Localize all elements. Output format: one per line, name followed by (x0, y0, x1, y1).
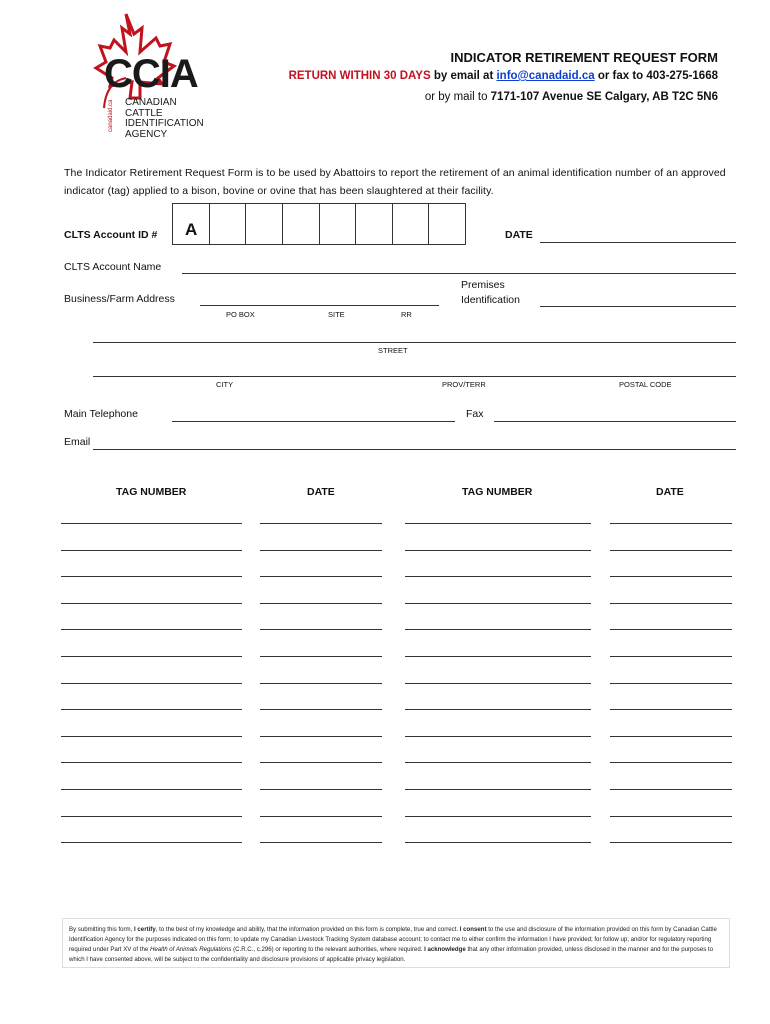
prov-caption: PROV/TERR (442, 380, 486, 389)
col-header-tag-number: TAG NUMBER (116, 486, 187, 498)
date-field[interactable] (610, 603, 732, 604)
tag-number-field[interactable] (61, 550, 242, 551)
main-telephone-label: Main Telephone (64, 408, 138, 420)
date-field[interactable] (610, 816, 732, 817)
tag-number-field[interactable] (405, 842, 591, 843)
date-field[interactable] (540, 242, 736, 243)
id-cell[interactable] (393, 204, 430, 244)
clts-account-name-label: CLTS Account Name (64, 261, 162, 273)
fax-field[interactable] (494, 421, 736, 422)
clts-account-id-field[interactable] (172, 203, 466, 245)
tag-number-field[interactable] (405, 656, 591, 657)
premises-id-label: Premises Identification (461, 279, 520, 306)
date-field[interactable] (260, 683, 382, 684)
tag-number-field[interactable] (61, 603, 242, 604)
date-field[interactable] (610, 683, 732, 684)
date-field[interactable] (260, 842, 382, 843)
date-field[interactable] (260, 523, 382, 524)
return-instructions: RETURN WITHIN 30 DAYS by email at info@canadaid.ca or fax to 403-275-1668 (288, 70, 718, 82)
date-field[interactable] (610, 789, 732, 790)
business-address-field[interactable] (200, 305, 439, 306)
fax-label: Fax (466, 408, 484, 420)
intro-text: The Indicator Retirement Request Form is to be used by Abattoirs to report the retirement of an animal identification number of an approved indicator (tag) applied to a bison, bovine or ovine that has been slaughtered at their facility. (64, 167, 726, 197)
id-prefix: A (173, 204, 210, 244)
tag-number-field[interactable] (405, 603, 591, 604)
date-field[interactable] (610, 736, 732, 737)
date-field[interactable] (260, 816, 382, 817)
clts-account-name-field[interactable] (182, 273, 736, 274)
form-title: INDICATOR RETIREMENT REQUEST FORM (450, 50, 718, 65)
id-cell[interactable] (246, 204, 283, 244)
date-field[interactable] (260, 736, 382, 737)
date-field[interactable] (260, 656, 382, 657)
id-cell[interactable] (210, 204, 247, 244)
tag-number-field[interactable] (61, 789, 242, 790)
col-header-tag-number: TAG NUMBER (462, 486, 533, 498)
email-label: Email (64, 436, 91, 448)
tag-number-field[interactable] (61, 629, 242, 630)
tag-number-field[interactable] (405, 629, 591, 630)
date-field[interactable] (260, 762, 382, 763)
date-field[interactable] (260, 629, 382, 630)
tag-number-field[interactable] (405, 709, 591, 710)
date-field[interactable] (610, 762, 732, 763)
city-caption: CITY (216, 380, 234, 389)
date-label: DATE (505, 229, 533, 241)
tag-number-field[interactable] (61, 762, 242, 763)
tag-number-field[interactable] (405, 762, 591, 763)
tag-number-field[interactable] (405, 683, 591, 684)
date-field[interactable] (610, 576, 732, 577)
tag-number-field[interactable] (405, 736, 591, 737)
date-field[interactable] (610, 550, 732, 551)
date-field[interactable] (260, 576, 382, 577)
tag-number-field[interactable] (61, 523, 242, 524)
po-box-caption: PO BOX (226, 310, 255, 319)
tag-number-field[interactable] (405, 550, 591, 551)
tag-number-field[interactable] (61, 656, 242, 657)
tag-number-field[interactable] (61, 736, 242, 737)
tag-number-field[interactable] (61, 709, 242, 710)
business-address-label: Business/Farm Address (64, 293, 175, 305)
date-field[interactable] (610, 629, 732, 630)
col-header-date: DATE (307, 486, 335, 498)
logo-name: CANADIAN CATTLE IDENTIFICATION AGENCY (125, 97, 204, 140)
tag-number-field[interactable] (61, 816, 242, 817)
tag-number-field[interactable] (61, 576, 242, 577)
col-header-date: DATE (656, 486, 684, 498)
tag-number-field[interactable] (405, 789, 591, 790)
date-field[interactable] (610, 523, 732, 524)
city-prov-postal-field[interactable] (93, 376, 736, 377)
id-cell[interactable] (356, 204, 393, 244)
premises-id-field[interactable] (540, 306, 736, 307)
tag-number-field[interactable] (405, 523, 591, 524)
date-field[interactable] (260, 550, 382, 551)
id-cell[interactable] (283, 204, 320, 244)
rr-caption: RR (401, 310, 412, 319)
tag-number-field[interactable] (405, 576, 591, 577)
date-field[interactable] (260, 789, 382, 790)
id-cell[interactable] (429, 204, 465, 244)
tag-number-field[interactable] (61, 842, 242, 843)
logo-website: canadaid.ca (108, 99, 114, 132)
consent-statement: By submitting this form, I certify, to the best of my knowledge and ability, that the information provided on this form is complete, true and correct. I consent to the use and disclosure of the information provided on this form by Canadian Cattle Identification Agency for the purposes indicated on this form; to update my Canadian Livestock Tracking System database account; to contact me to either confirm the information I have provided; for follow up; and/or for regulatory reporting required under Part XV of the Health of Animals Regulations (C.R.C., c.296) or reporting to the relevant authorities, where required. I acknowledge that any other information provided, unless disclosed in the manner and for the purposes to which I have consented above, will be subject to the confidentiality and disclosure provisions of applicable privacy legislation. (62, 918, 730, 968)
date-field[interactable] (260, 709, 382, 710)
street-field[interactable] (93, 342, 736, 343)
email-link[interactable]: info@canadaid.ca (496, 70, 595, 82)
main-telephone-field[interactable] (172, 421, 455, 422)
tag-number-field[interactable] (61, 683, 242, 684)
site-caption: SITE (328, 310, 345, 319)
date-field[interactable] (610, 709, 732, 710)
tag-number-field[interactable] (405, 816, 591, 817)
mail-instructions: or by mail to 7171-107 Avenue SE Calgary, AB T2C 5N6 (424, 91, 718, 103)
date-field[interactable] (260, 603, 382, 604)
postal-code-caption: POSTAL CODE (619, 380, 672, 389)
logo-abbr: CCIA (104, 52, 198, 96)
date-field[interactable] (610, 842, 732, 843)
email-field[interactable] (93, 449, 736, 450)
clts-account-id-label: CLTS Account ID # (64, 229, 158, 241)
date-field[interactable] (610, 656, 732, 657)
street-caption: STREET (378, 346, 408, 355)
id-cell[interactable] (320, 204, 357, 244)
